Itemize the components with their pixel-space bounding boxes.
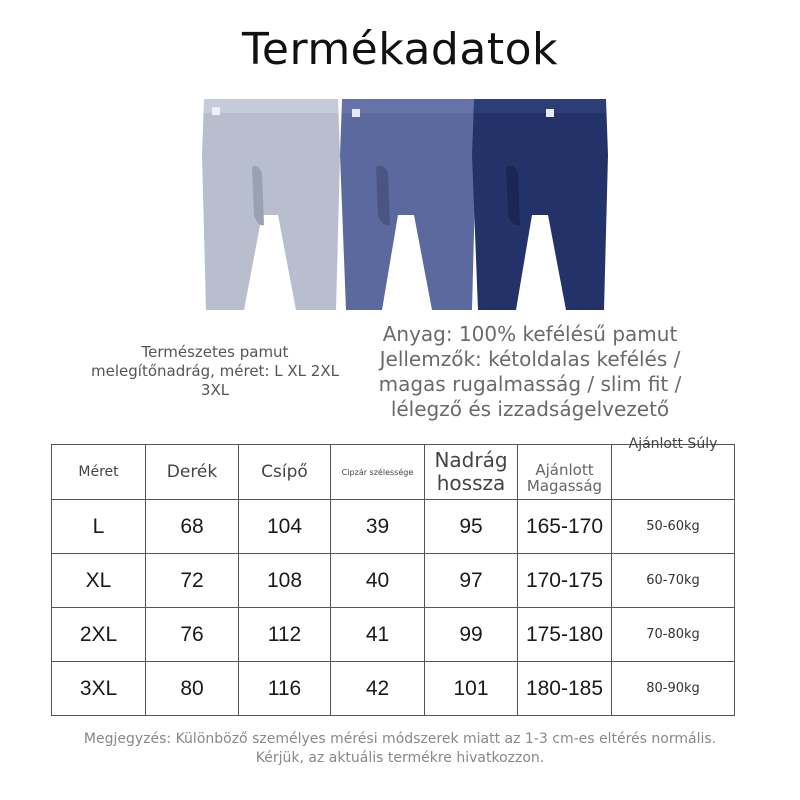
cell-size: L bbox=[52, 500, 146, 554]
pants-image-blue-grey bbox=[338, 95, 478, 315]
cell-size: 2XL bbox=[52, 608, 146, 662]
cell-zipper: 39 bbox=[331, 500, 425, 554]
material-line: Anyag: 100% kefélésű pamut bbox=[382, 322, 678, 346]
cell-length: 99 bbox=[425, 608, 518, 662]
table-row bbox=[52, 608, 735, 662]
header-zipper-width: Cipzár szélessége bbox=[331, 445, 425, 500]
product-description-right bbox=[360, 322, 700, 422]
cell-size: XL bbox=[52, 554, 146, 608]
cell-weight: 60-70kg bbox=[612, 554, 735, 608]
cell-hip: 116 bbox=[239, 662, 331, 716]
measurement-note bbox=[0, 730, 784, 768]
table-row bbox=[52, 662, 735, 716]
header-pants-length-line2: hossza bbox=[436, 471, 506, 495]
page-title: Termékadatok bbox=[242, 24, 558, 75]
cell-length: 95 bbox=[425, 500, 518, 554]
cell-size: 3XL bbox=[52, 662, 146, 716]
cell-height: 170-175 bbox=[518, 554, 612, 608]
cell-hip: 104 bbox=[239, 500, 331, 554]
cell-weight: 80-90kg bbox=[612, 662, 735, 716]
header-recommended-height bbox=[518, 445, 612, 500]
cell-waist: 72 bbox=[146, 554, 239, 608]
pants-image-navy bbox=[470, 95, 610, 315]
cell-height: 175-180 bbox=[518, 608, 612, 662]
cell-waist: 68 bbox=[146, 500, 239, 554]
cell-hip: 112 bbox=[239, 608, 331, 662]
table-header-row bbox=[52, 445, 735, 500]
header-height-line1: Ajánlott bbox=[535, 461, 594, 479]
features-line-1: Jellemzők: kétoldalas kefélés / bbox=[379, 347, 681, 371]
header-hip: Csípő bbox=[239, 445, 331, 500]
cell-zipper: 42 bbox=[331, 662, 425, 716]
cell-height: 165-170 bbox=[518, 500, 612, 554]
table-row bbox=[52, 554, 735, 608]
features-line-2: magas rugalmasság / slim fit / bbox=[378, 372, 682, 396]
header-pants-length-line1: Nadrág bbox=[434, 448, 508, 472]
pants-image-light-grey bbox=[200, 95, 342, 315]
header-recommended-weight bbox=[612, 436, 735, 500]
header-pants-length bbox=[425, 445, 518, 500]
note-line-1: Megjegyzés: Különböző személyes mérési módszerek miatt az 1-3 cm-es eltérés normális. bbox=[83, 731, 717, 747]
cell-zipper: 40 bbox=[331, 554, 425, 608]
product-image-row bbox=[200, 95, 620, 315]
cell-hip: 108 bbox=[239, 554, 331, 608]
cell-waist: 76 bbox=[146, 608, 239, 662]
header-weight-label: Ajánlott Súly bbox=[628, 436, 718, 452]
cell-length: 97 bbox=[425, 554, 518, 608]
table-row bbox=[52, 500, 735, 554]
cell-zipper: 41 bbox=[331, 608, 425, 662]
cell-weight: 50-60kg bbox=[612, 500, 735, 554]
cell-length: 101 bbox=[425, 662, 518, 716]
cell-waist: 80 bbox=[146, 662, 239, 716]
product-description-left: Természetes pamut melegítőnadrág, méret: L XL 2XL 3XL bbox=[91, 343, 339, 399]
header-waist: Derék bbox=[146, 445, 239, 500]
size-table bbox=[51, 436, 735, 716]
header-size: Méret bbox=[52, 445, 146, 500]
cell-height: 180-185 bbox=[518, 662, 612, 716]
header-height-line2: Magasság bbox=[526, 477, 603, 495]
features-line-3: lélegző és izzadságelvezető bbox=[390, 397, 670, 421]
note-line-2: Kérjük, az aktuális termékre hivatkozzon. bbox=[255, 750, 545, 766]
cell-weight: 70-80kg bbox=[612, 608, 735, 662]
